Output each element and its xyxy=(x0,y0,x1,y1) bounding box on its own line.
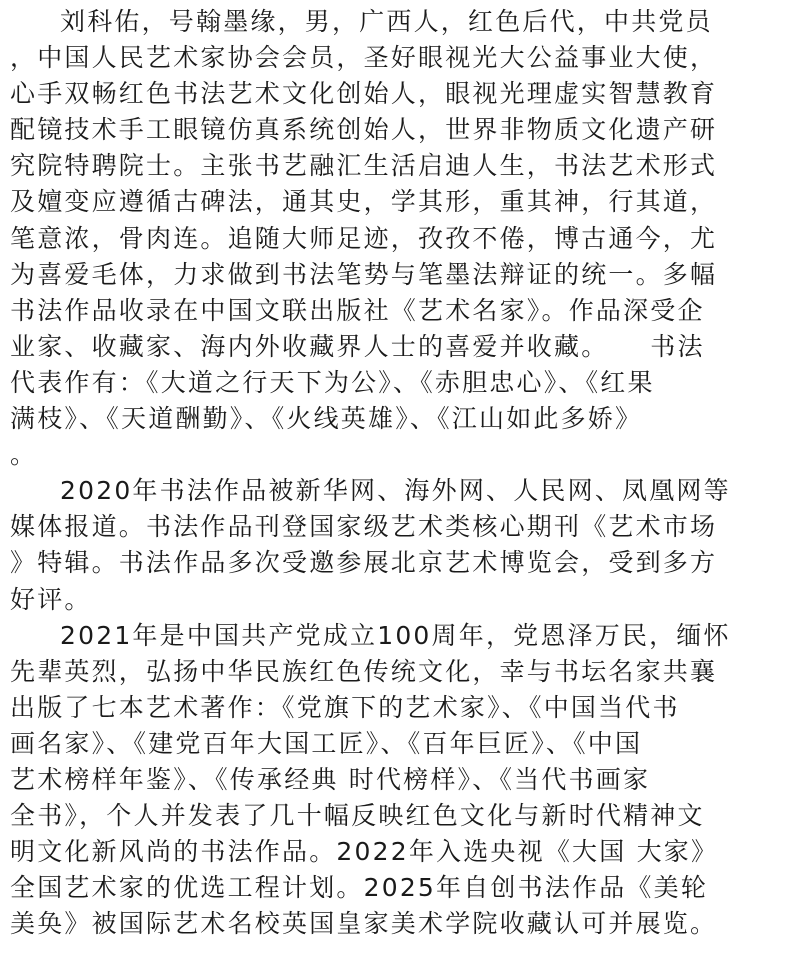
paragraph-2020 xyxy=(10,473,790,617)
text-line: 明文化新风尚的书法作品。2022年入选央视《大国 大家》 xyxy=(10,837,719,867)
text-line: 出版了七本艺术著作：《党旗下的艺术家》、《中国当代书 xyxy=(10,692,680,722)
text-line: 为喜爱毛体，力求做到书法笔势与笔墨法辩证的统一。多幅 xyxy=(10,259,718,289)
text-line: 2021年是中国共产党成立100周年，党恩泽万民，缅怀 xyxy=(60,620,731,650)
text-line: 先辈英烈，弘扬中华民族红色传统文化，幸与书坛名家共襄 xyxy=(10,656,718,686)
text-line: 笔意浓，骨肉连。追随大师足迹，孜孜不倦，博古通今，尤 xyxy=(10,223,718,253)
text-line: ，中国人民艺术家协会会员，圣好眼视光大公益事业大使， xyxy=(10,43,718,73)
text-line: 艺术榜样年鉴》、《传承经典 时代榜样》、《当代书画家 xyxy=(10,764,651,794)
text-line: 及嬗变应遵循古碑法，通其史，学其形，重其神，行其道， xyxy=(10,187,718,217)
text-line: 。 xyxy=(10,440,38,470)
text-line: 心手双畅红色书法艺术文化创始人，眼视光理虚实智慧教育 xyxy=(10,79,718,109)
paragraph-introduction xyxy=(10,0,790,473)
text-line: 2020年书法作品被新华网、海外网、人民网、凤凰网等 xyxy=(60,476,731,506)
text-line: 画名家》、《建党百年大国工匠》、《百年巨匠》、《中国 xyxy=(10,728,643,758)
text-line: 代表作有：《大道之行天下为公》、《赤胆忠心》、《红果 xyxy=(10,367,655,397)
text-line: 》特辑。书法作品多次受邀参展北京艺术博览会，受到多方 xyxy=(10,548,718,578)
text-line: 业家、收藏家、海内外收藏界人士的喜爱并收藏。 书法 xyxy=(10,331,705,361)
text-line: 配镜技术手工眼镜仿真系统创始人，世界非物质文化遗产研 xyxy=(10,115,718,145)
text-line: 美奂》被国际艺术名校英国皇家美术学院收藏认可并展览。 xyxy=(10,909,718,939)
paragraph-2021 xyxy=(10,618,790,943)
text-line: 刘科佑，号翰墨缘，男，广西人，红色后代，中共党员 xyxy=(60,7,713,36)
text-line: 书法作品收录在中国文联出版社《艺术名家》。作品深受企 xyxy=(10,295,705,325)
text-line: 究院特聘院士。主张书艺融汇生活启迪人生，书法艺术形式 xyxy=(10,151,718,181)
text-line: 全国艺术家的优选工程计划。2025年自创书法作品《美轮 xyxy=(10,873,709,903)
text-line: 好评。 xyxy=(10,584,92,614)
text-line: 全书》，个人并发表了几十幅反映红色文化与新时代精神文 xyxy=(10,801,705,831)
text-line: 满枝》、《天道酬勤》、《火线英雄》、《江山如此多娇》 xyxy=(10,404,643,434)
biography-document xyxy=(10,0,790,942)
text-line: 媒体报道。书法作品刊登国家级艺术类核心期刊《艺术市场 xyxy=(10,512,718,542)
